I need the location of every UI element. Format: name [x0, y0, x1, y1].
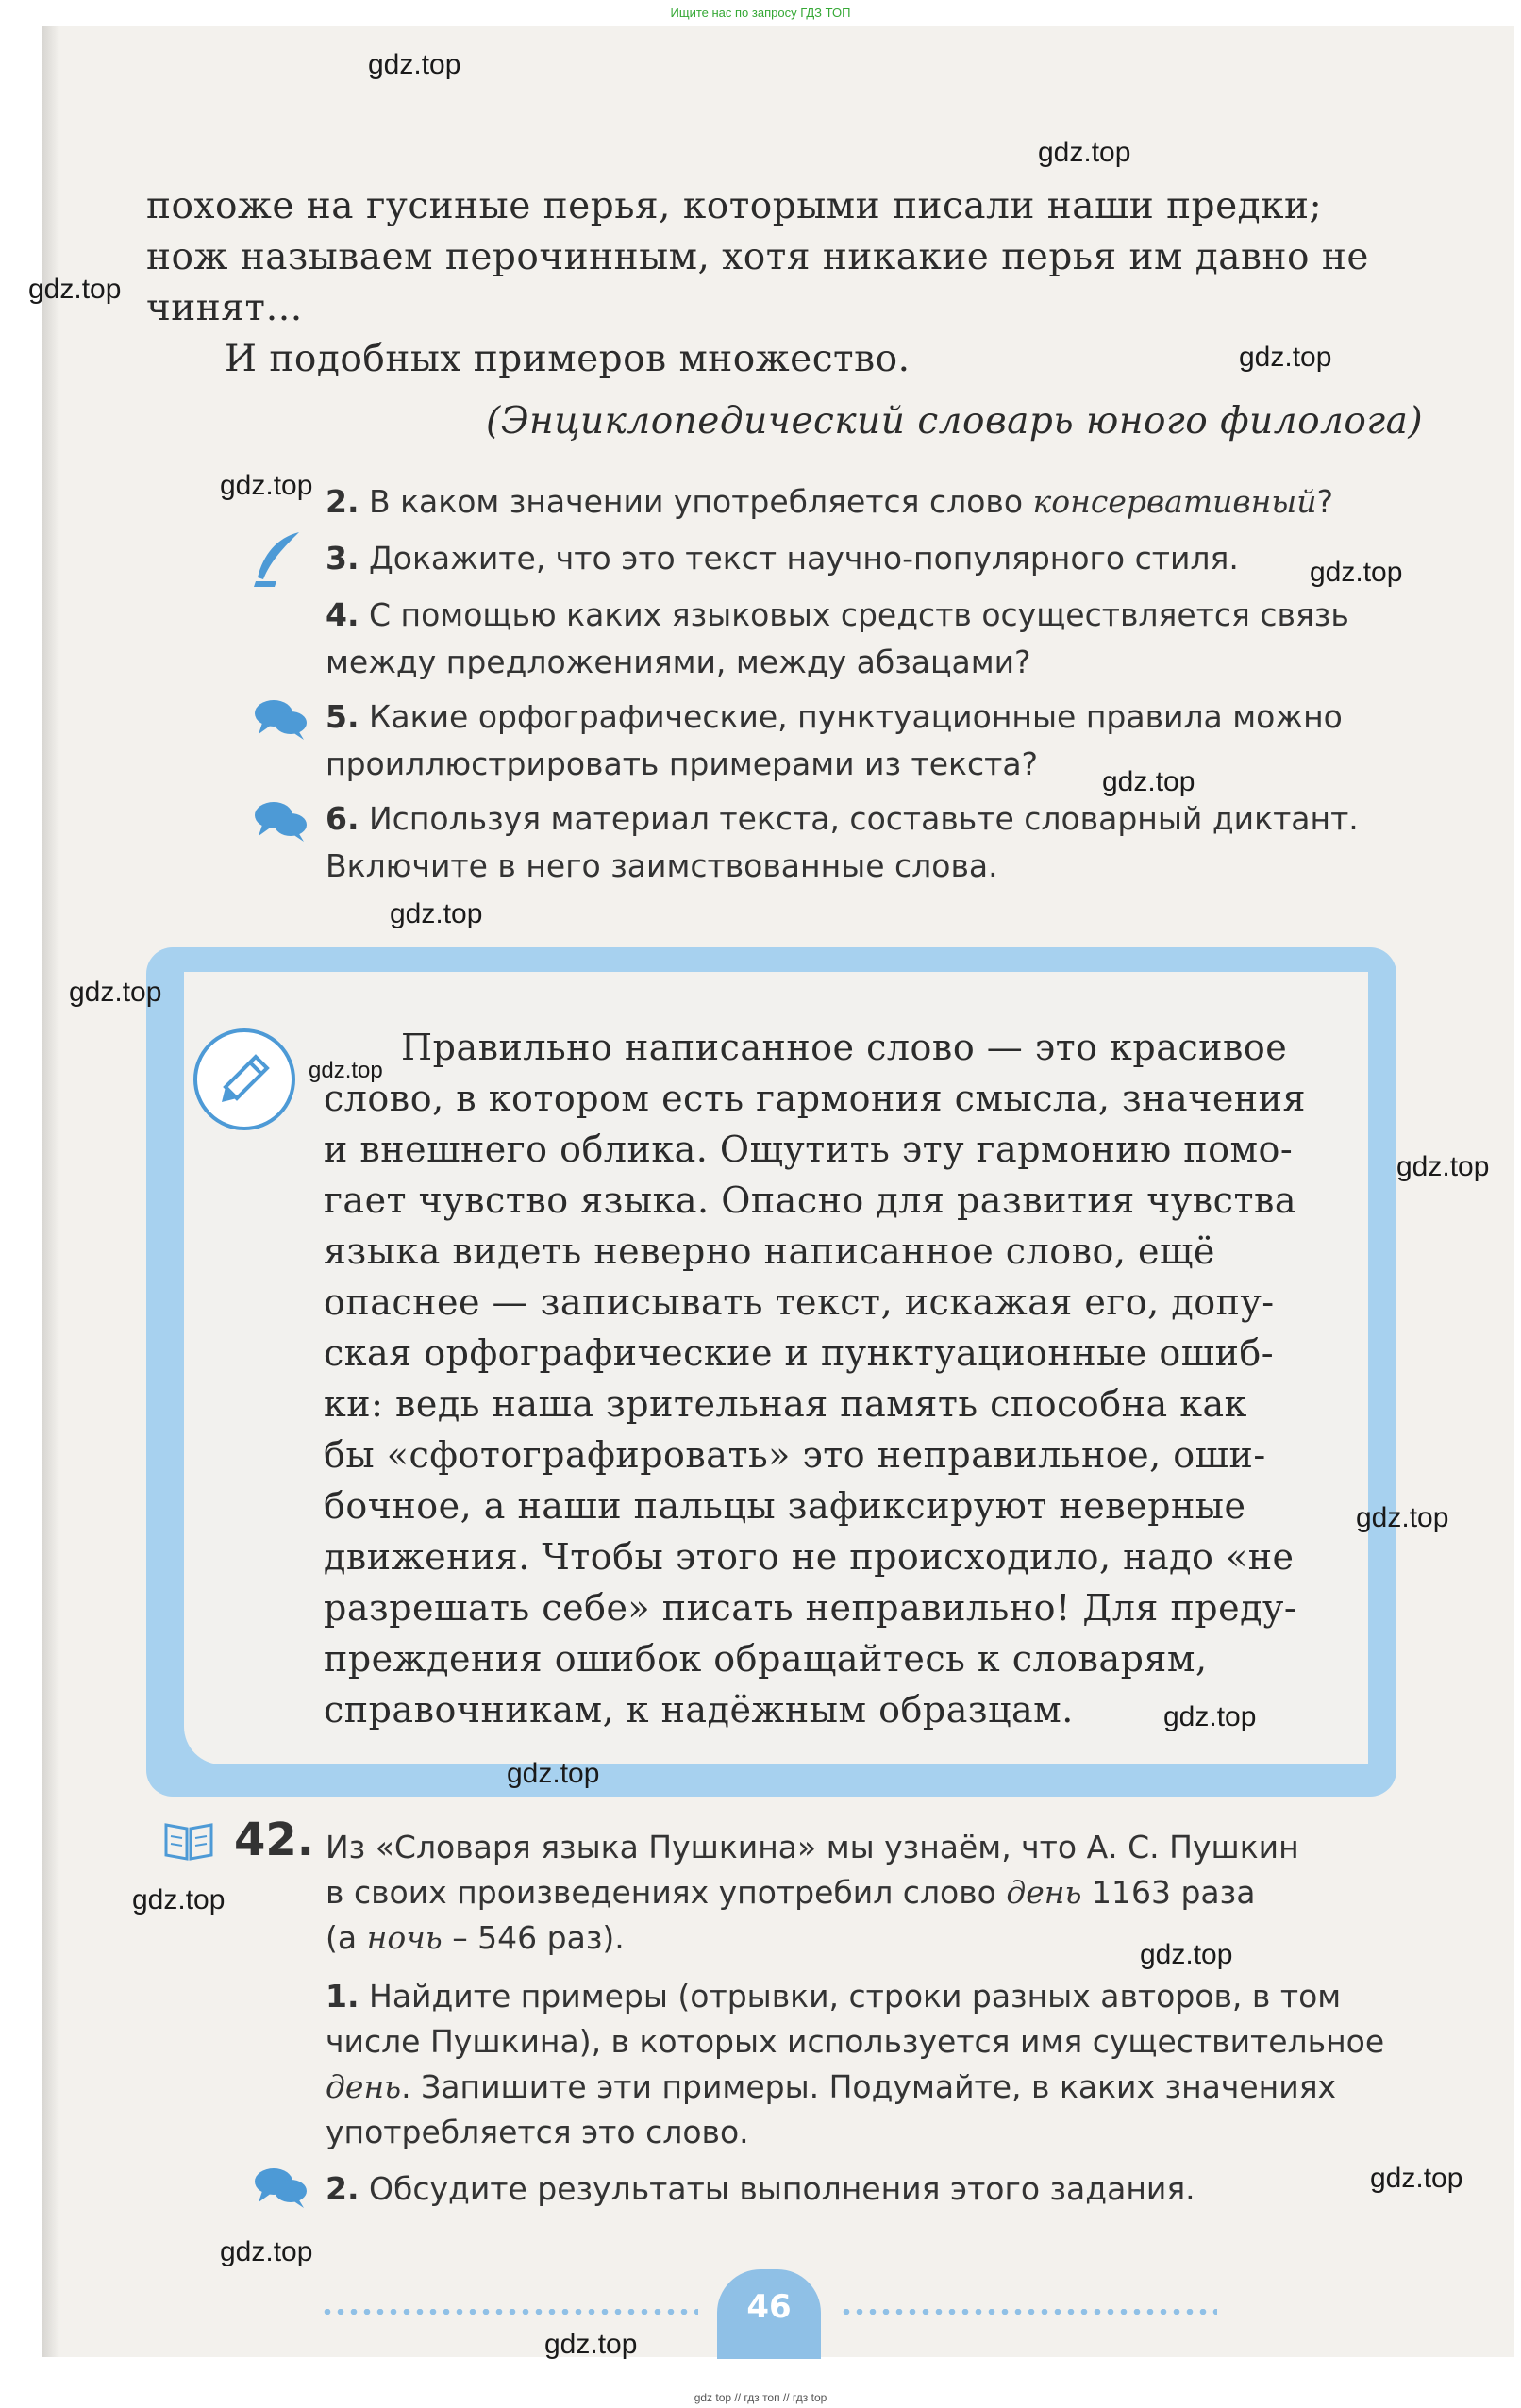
watermark: gdz.top: [1038, 137, 1131, 168]
page-shadow: [42, 26, 59, 2357]
exercise-text: (а: [326, 1919, 367, 1956]
page-number-dots-right: [840, 2309, 1217, 2315]
watermark: gdz.top: [1396, 1151, 1490, 1182]
page-number-dots-left: [321, 2309, 698, 2315]
italic-word: день: [1006, 1874, 1082, 1911]
watermark: gdz.top: [69, 977, 162, 1008]
task-text: С помощью каких языковых средств осуществляется связь: [369, 596, 1349, 633]
text-line: нож называем перочинным, хотя никакие перья им давно не: [146, 236, 1369, 278]
rule-text-line: Правильно написанное слово — это красивое: [401, 1027, 1288, 1068]
watermark: gdz.top: [1370, 2163, 1463, 2194]
text-line: И подобных примеров множество.: [225, 338, 911, 380]
task-text: Докажите, что это текст научно-популярного стиля.: [369, 540, 1239, 577]
text-line: похоже на гусиные перья, которыми писали наши предки;: [146, 185, 1323, 227]
watermark: gdz.top: [220, 2236, 313, 2267]
exercise-text: в своих произведениях употребил слово: [326, 1874, 1007, 1911]
task-text: Обсудите результаты выполнения этого задания.: [369, 2170, 1195, 2207]
exercise-line: Из «Словаря языка Пушкина» мы узнаём, что А. С. Пушкин: [326, 1829, 1299, 1865]
open-book-icon: [162, 1819, 215, 1865]
rule-text-line: бочное, а наши пальцы зафиксируют неверные: [324, 1485, 1246, 1527]
task-number: 1.: [326, 1978, 359, 2015]
task-number: 4.: [326, 596, 359, 633]
exercise-task-1-line4: употребляется это слово.: [326, 2114, 749, 2150]
task-number: 2.: [326, 483, 359, 520]
rule-text-line: разрешать себе» писать неправильно! Для преду-: [324, 1587, 1297, 1629]
top-banner: Ищите нас по запросу ГДЗ ТОП: [670, 6, 851, 20]
rule-text-line: языка видеть неверно написанное слово, ещё: [324, 1230, 1215, 1272]
watermark: gdz.top: [368, 49, 461, 80]
task-italic-word: консервативный: [1032, 483, 1317, 520]
exercise-text: 1163 раза: [1081, 1874, 1256, 1911]
task-4-line2: между предложениями, между абзацами?: [326, 644, 1031, 680]
watermark: gdz.top: [28, 274, 122, 305]
watermark: gdz.top: [132, 1884, 226, 1915]
watermark: gdz.top: [390, 898, 483, 929]
exercise-task-1: [326, 1978, 1341, 2015]
exercise-task-1-line2: числе Пушкина), в которых используется имя существительное: [326, 2023, 1385, 2060]
watermark: gdz.top: [1239, 342, 1332, 373]
speech-bubbles-icon: [253, 798, 309, 847]
watermark: gdz.top: [544, 2329, 638, 2360]
task-text: Найдите примеры (отрывки, строки разных авторов, в том: [369, 1978, 1342, 2015]
task-3: [326, 540, 1239, 577]
watermark: gdz.top: [1356, 1502, 1449, 1533]
exercise-task-1-line3: [326, 2068, 1336, 2105]
task-4: [326, 596, 1349, 633]
task-number: 6.: [326, 800, 359, 837]
rule-text-line: бы «сфотографировать» это неправильное, оши-: [324, 1434, 1266, 1476]
rule-text-line: преждения ошибок обращайтесь к словарям,: [324, 1638, 1208, 1680]
rule-text-line: гает чувство языка. Опасно для развития чувства: [324, 1179, 1297, 1221]
watermark: gdz.top: [220, 470, 313, 501]
task-text: . Запишите эти примеры. Подумайте, в каких значениях: [401, 2068, 1337, 2105]
speech-bubbles-icon: [253, 696, 309, 745]
task-6: [326, 800, 1359, 837]
bottom-banner: gdz top // гдз топ // гдз top: [694, 2391, 827, 2404]
watermark: gdz.top: [309, 1058, 383, 1083]
task-6-line2: Включите в него заимствованные слова.: [326, 847, 998, 884]
text-line: чинят…: [146, 287, 303, 329]
exercise-line: [326, 1919, 625, 1956]
task-number: 5.: [326, 698, 359, 735]
watermark: gdz.top: [1102, 766, 1195, 797]
watermark: gdz.top: [1140, 1939, 1233, 1970]
task-number: 3.: [326, 540, 359, 577]
rule-text-line: слово, в котором есть гармония смысла, значения: [324, 1078, 1306, 1119]
rule-text-line: ки: ведь наша зрительная память способна как: [324, 1383, 1247, 1425]
speech-bubbles-icon: [253, 2165, 309, 2214]
rule-text-line: ская орфографические и пунктуационные ошиб-: [324, 1332, 1275, 1374]
task-text: ?: [1316, 483, 1333, 520]
task-2: [326, 483, 1333, 520]
exercise-task-2: [326, 2170, 1195, 2207]
rule-text-line: движения. Чтобы этого не происходило, надо «не: [324, 1536, 1295, 1578]
page-number: 46: [717, 2269, 821, 2359]
task-text: Какие орфографические, пунктуационные правила можно: [369, 698, 1343, 735]
task-5-line2: проиллюстрировать примерами из текста?: [326, 745, 1039, 782]
pencil-icon: [193, 1028, 295, 1130]
italic-word: день: [326, 2068, 402, 2105]
source-citation: (Энциклопедический словарь юного филолога): [486, 400, 1424, 443]
task-number: 2.: [326, 2170, 359, 2207]
rule-text-line: опаснее — записывать текст, искажая его, допу-: [324, 1281, 1275, 1323]
exercise-line: [326, 1874, 1255, 1911]
task-5: [326, 698, 1343, 735]
task-text: В каком значении употребляется слово: [369, 483, 1033, 520]
rule-text-line: справочникам, к надёжным образцам.: [324, 1689, 1074, 1731]
exercise-text: – 546 раз).: [442, 1919, 625, 1956]
quill-pen-icon: [248, 528, 305, 593]
rule-text-line: и внешнего облика. Ощутить эту гармонию помо-: [324, 1129, 1294, 1170]
watermark: gdz.top: [1163, 1701, 1257, 1732]
italic-word: ночь: [366, 1919, 443, 1956]
task-text: Используя материал текста, составьте словарный диктант.: [369, 800, 1359, 837]
watermark: gdz.top: [1310, 557, 1403, 588]
watermark: gdz.top: [507, 1758, 600, 1789]
exercise-number: 42.: [234, 1814, 315, 1866]
